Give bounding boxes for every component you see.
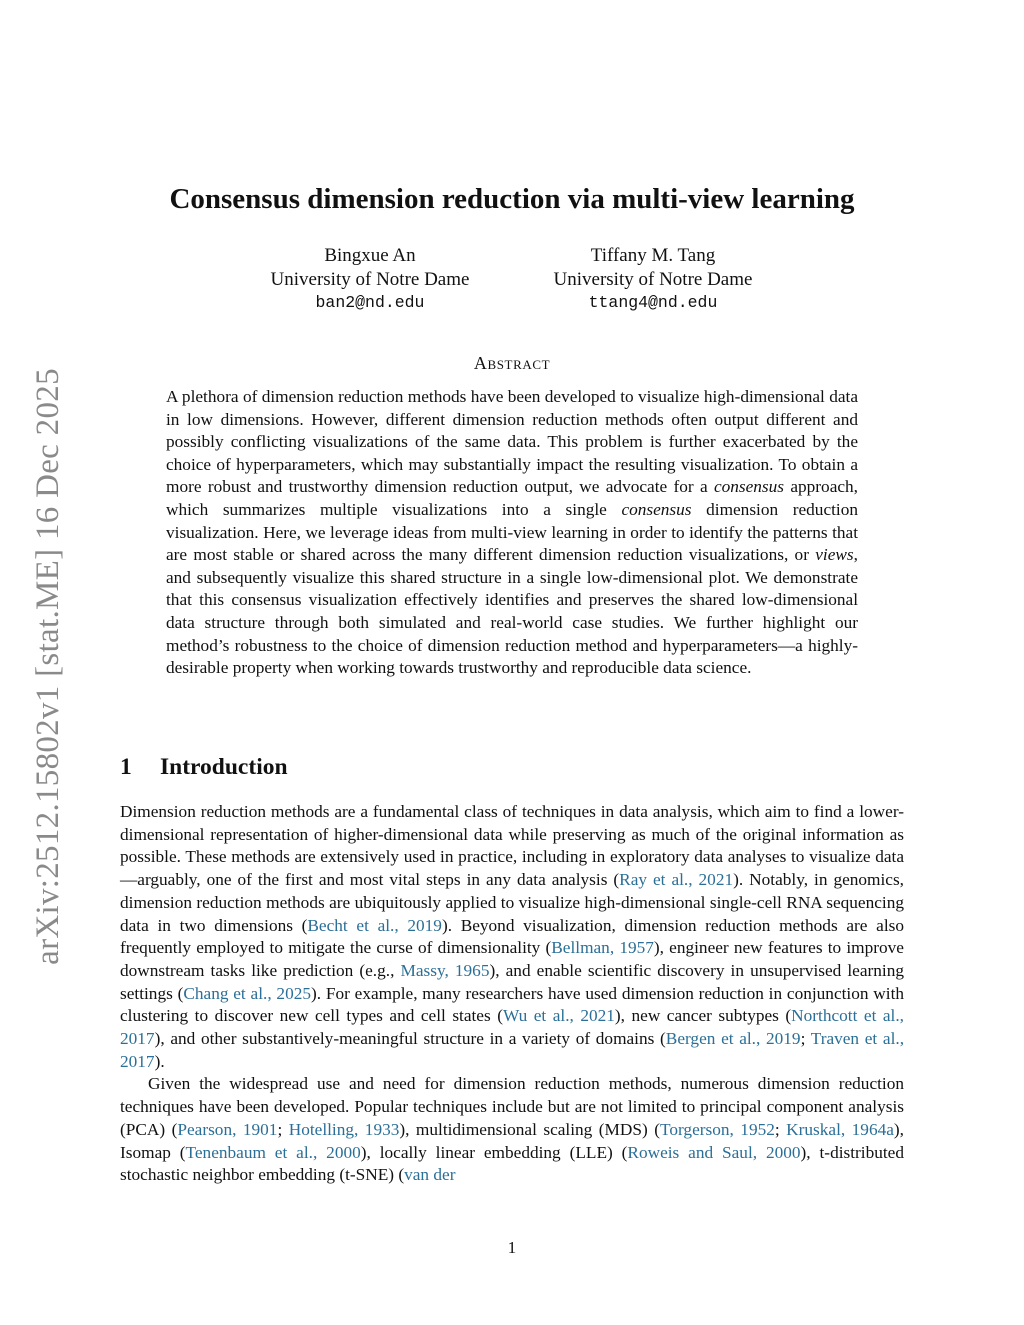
author-affiliation: University of Notre Dame xyxy=(270,268,470,290)
intro-paragraph-2 xyxy=(120,1073,904,1187)
author-block-1 xyxy=(240,244,500,315)
abstract-emphasis: views xyxy=(815,545,854,565)
abstract-text: , and subsequently visualize this shared structure in a single low-dimensional plot. We demonstrate that this consensus visualization effectively identifies and preserves the shared low-dimensional data structure through both simulated and real-world case studies. We further highlight our method’s robustness to the choice of dimension reduction method and hyperparameters—a highly-desirable property when working towards trustworthy and reproducible data science. xyxy=(166,545,858,678)
arxiv-sidebar-identifier xyxy=(28,360,68,972)
citation-link[interactable]: Roweis and Saul, 2000 xyxy=(627,1142,801,1162)
citation-link[interactable]: Kruskal, 1964a xyxy=(786,1119,894,1139)
section-heading-introduction xyxy=(120,754,288,781)
body-text: Given the widespread use and need for dimension reduction methods, numerous dimension reduction techniques have been developed. Popular techniques include but are not limited to principal component analysis (PCA) ( xyxy=(120,1074,904,1139)
body-text: ), and enable scientific discovery in unsupervised learning settings ( xyxy=(120,960,904,1003)
abstract-text: approach, which summarizes multiple visualizations into a single xyxy=(166,477,858,519)
author-block-2 xyxy=(523,244,783,315)
abstract-text: A plethora of dimension reduction methods have been developed to visualize high-dimensional data in low dimensions. However, different dimension reduction methods often output different and possibly conflicting visualizations of the same data. This problem is further exacerbated by the choice of hyperparameters, which may substantially impact the resulting visualization. To obtain a more robust and trustworthy dimension reduction output, we advocate for a xyxy=(166,387,858,497)
arxiv-id-text: arXiv:2512.15802v1 [stat.ME] 16 Dec 2025 xyxy=(29,367,66,965)
section-number: 1 xyxy=(120,754,132,780)
citation-link[interactable]: Pearson, 1901 xyxy=(177,1119,278,1139)
abstract-body xyxy=(166,386,858,680)
citation-link[interactable]: Bellman, 1957 xyxy=(551,938,654,958)
citation-link[interactable]: Traven et al., 2017 xyxy=(120,1029,905,1071)
body-text: ), and other substantively-meaningful structure in a variety of domains ( xyxy=(154,1029,666,1049)
author-email: ttang4@nd.edu xyxy=(588,293,718,312)
citation-link[interactable]: Ray et al., 2021 xyxy=(619,870,734,890)
body-text: ), engineer new features to improve downstream tasks like prediction (e.g., xyxy=(120,938,904,980)
citation-link[interactable]: van der xyxy=(404,1165,456,1185)
body-text: ; xyxy=(774,1119,787,1139)
body-text: ), Isomap ( xyxy=(120,1119,904,1162)
body-text: ), multidimensional scaling (MDS) ( xyxy=(399,1119,660,1139)
citation-link[interactable]: Becht et al., 2019 xyxy=(307,915,442,935)
citation-link[interactable]: Torgerson, 1952 xyxy=(660,1119,775,1139)
author-name: Bingxue An xyxy=(324,245,416,266)
introduction-body xyxy=(120,801,904,1187)
author-email: ban2@nd.edu xyxy=(315,293,425,312)
author-affiliation: University of Notre Dame xyxy=(553,268,753,290)
citation-link[interactable]: Chang et al., 2025 xyxy=(183,983,311,1003)
citation-link[interactable]: Northcott et al., 2017 xyxy=(120,1006,904,1049)
citation-link[interactable]: Tenenbaum et al., 2000 xyxy=(185,1142,361,1162)
body-text: ), new cancer subtypes ( xyxy=(614,1006,792,1026)
abstract-emphasis: consensus xyxy=(621,499,692,519)
abstract-emphasis: consensus xyxy=(713,477,785,497)
paper-title: Consensus dimension reduction via multi-view learning xyxy=(169,183,855,215)
body-text: ). Beyond visualization, dimension reduction methods are also frequently employed to mitigate the curse of dimensionality ( xyxy=(120,915,904,958)
section-title: Introduction xyxy=(160,754,288,780)
body-text: ). For example, many researchers have used dimension reduction in conjunction with clustering to discover new cell types and cell states ( xyxy=(120,983,905,1026)
body-text: ). Notably, in genomics, dimension reduction methods are ubiquitously applied to visualize high-dimensional single-cell RNA sequencing data in two dimensions ( xyxy=(120,870,905,935)
body-text: ), locally linear embedding (LLE) ( xyxy=(360,1142,628,1162)
abstract-text: dimension reduction visualization. Here, we leverage ideas from multi-view learning in order to identify the patterns that are most stable or shared across the many different dimension reduction visualizations, or xyxy=(166,499,858,565)
body-text: ; xyxy=(277,1119,289,1139)
body-text: ). xyxy=(154,1051,165,1071)
author-name: Tiffany M. Tang xyxy=(590,245,716,266)
citation-link[interactable]: Massy, 1965 xyxy=(400,960,490,980)
citation-link[interactable]: Hotelling, 1933 xyxy=(288,1119,400,1139)
abstract-heading: Abstract xyxy=(473,353,551,373)
body-text: Dimension reduction methods are a fundamental class of techniques in data analysis, which aim to find a lower-dimensional representation of higher-dimensional data while preserving as much of the original information as possible. These methods are extensively used in practice, including in exploratory data analyses to visualize data—arguably, one of the first and most vital steps in any data analysis ( xyxy=(120,802,904,890)
intro-paragraph-1 xyxy=(120,801,904,1073)
page-number: 1 xyxy=(507,1238,517,1257)
body-text: ; xyxy=(800,1029,811,1049)
citation-link[interactable]: Bergen et al., 2019 xyxy=(665,1029,801,1049)
citation-link[interactable]: Wu et al., 2021 xyxy=(502,1006,615,1026)
body-text: ), t-distributed stochastic neighbor embedding (t-SNE) ( xyxy=(120,1142,904,1185)
